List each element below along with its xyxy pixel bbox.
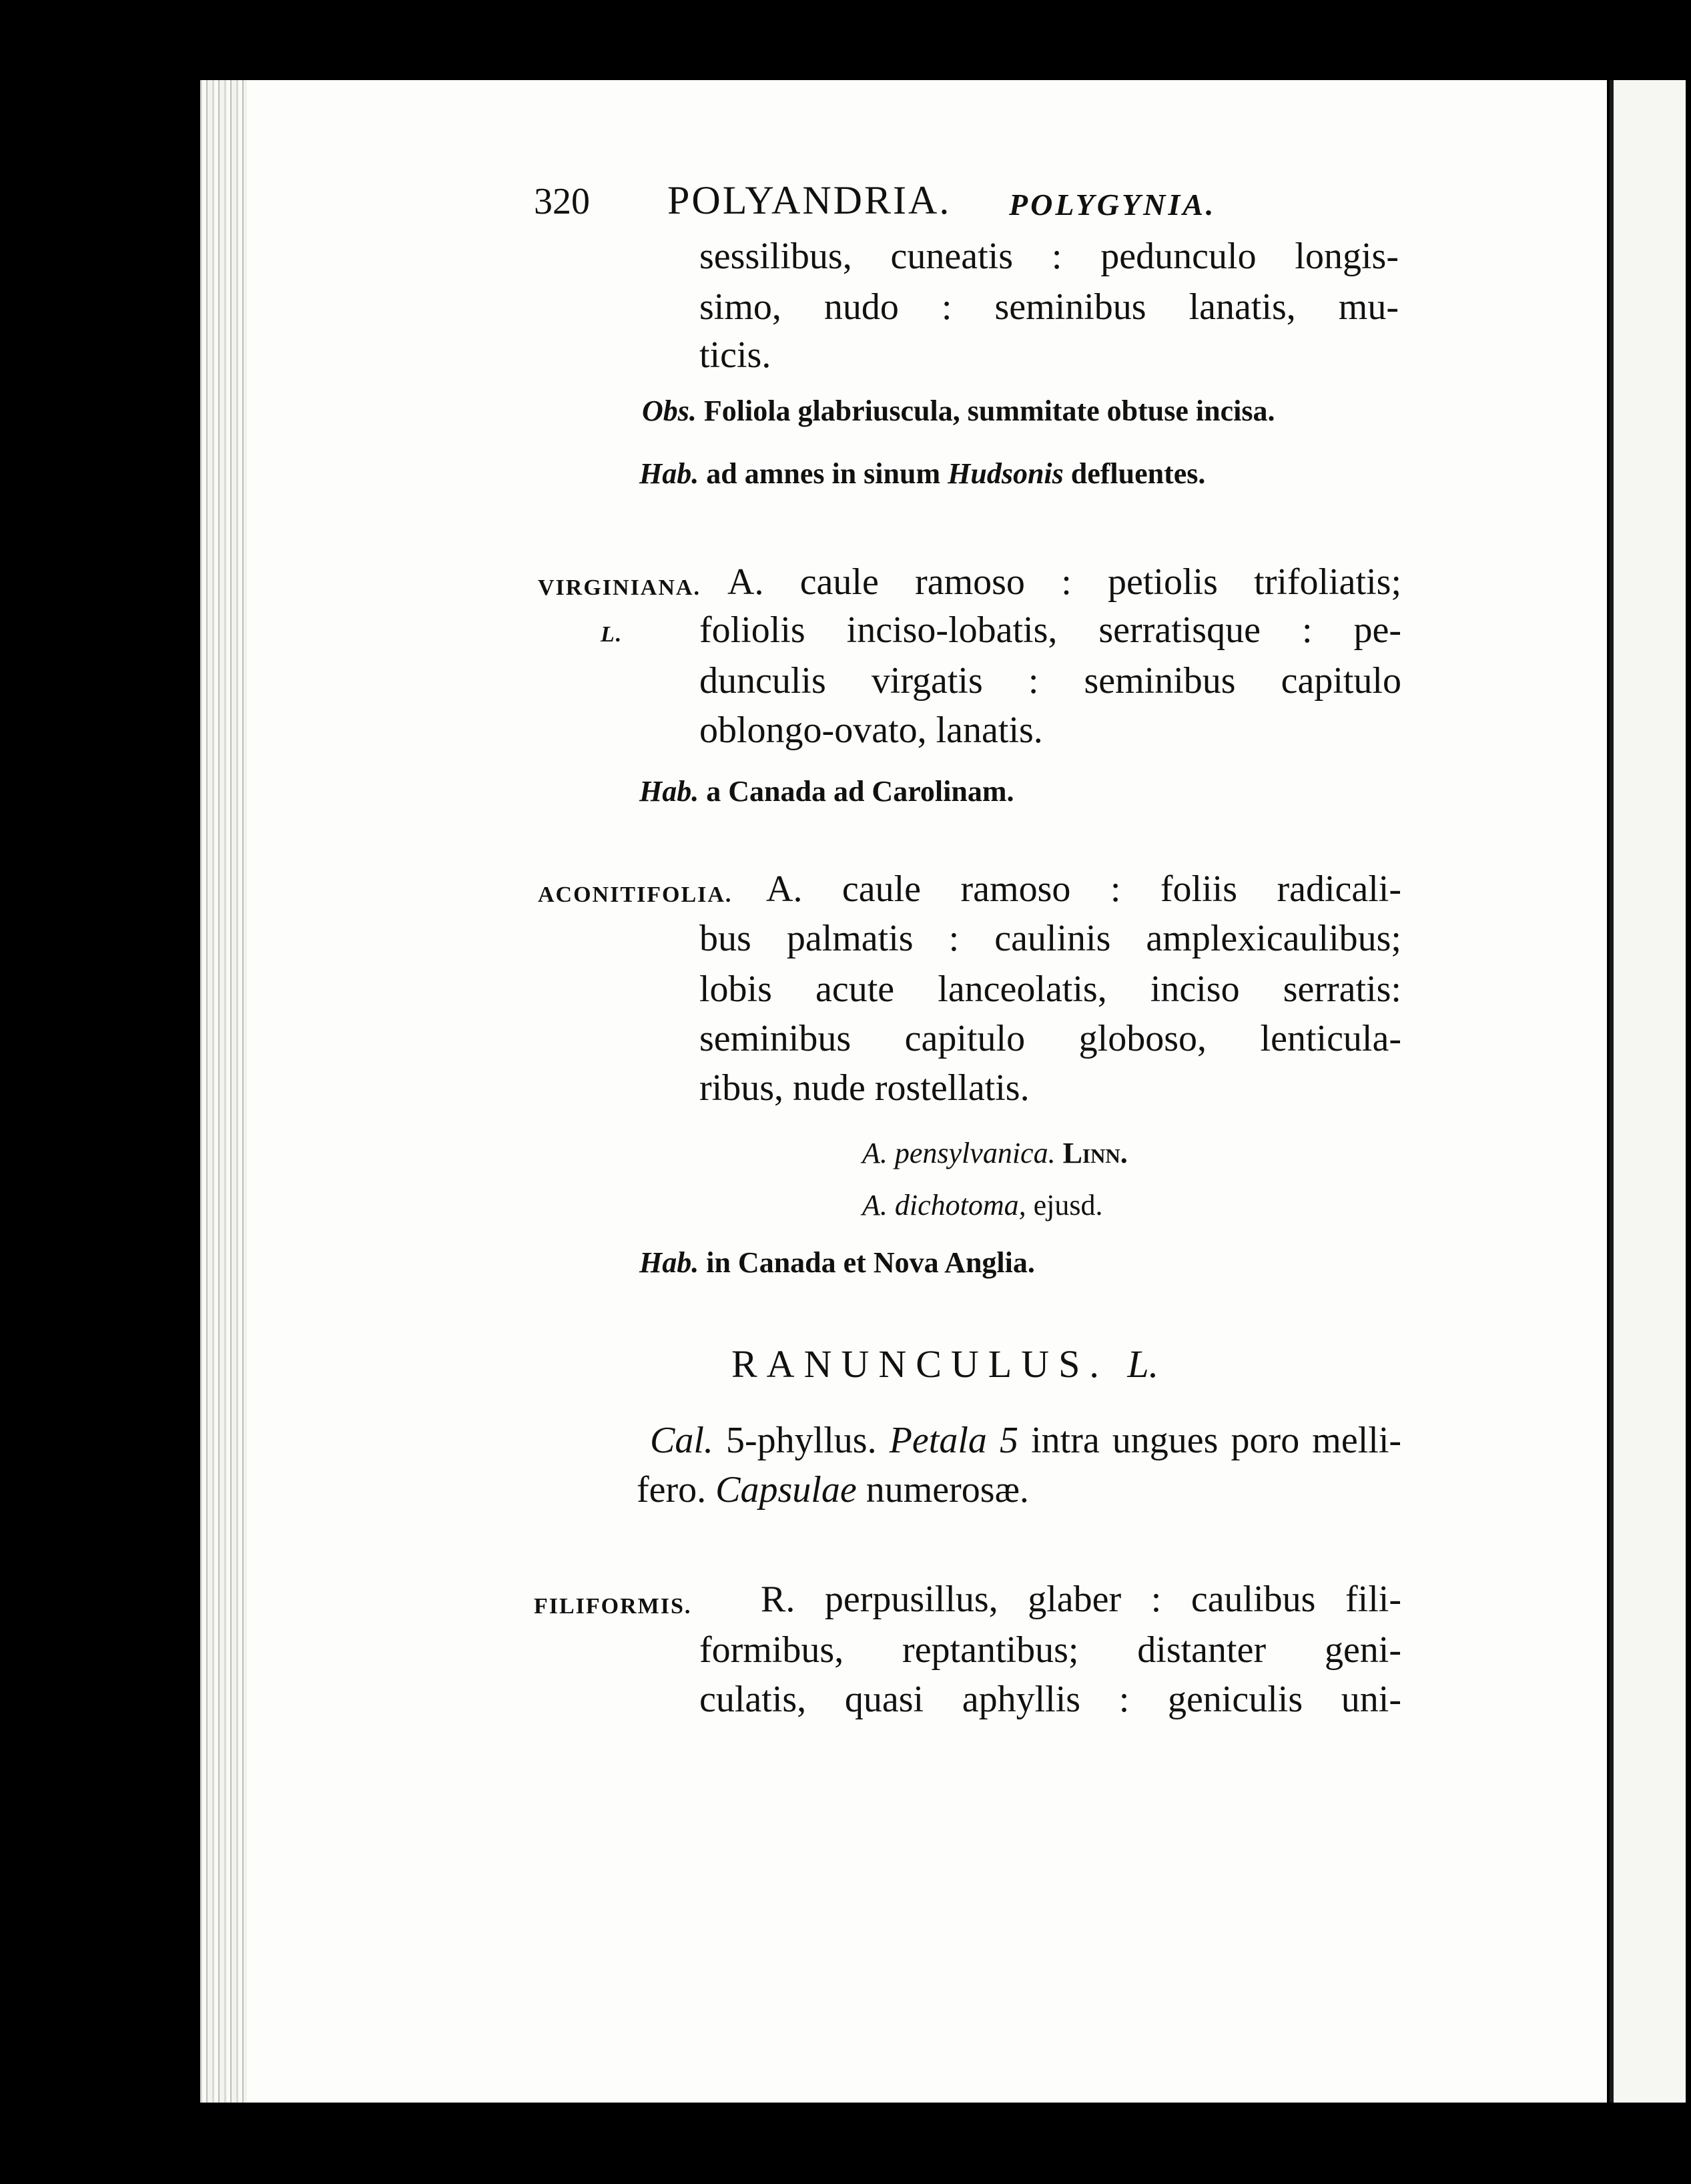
species-name: VIRGINIANA. (538, 575, 701, 600)
capsulae-label: Capsulae (715, 1469, 857, 1511)
genus-heading (731, 1342, 1158, 1386)
cal-text: 5-phyllus. (726, 1420, 877, 1461)
habitat-note (639, 774, 1014, 808)
synonym-name: A. pensylvanica. (862, 1137, 1056, 1169)
capsulae-text: numerosæ. (866, 1469, 1029, 1511)
text-line: foliolis inciso-lobatis, serratisque : pe- (699, 609, 1401, 651)
text-line: oblongo-ovato, lanatis. (699, 710, 1043, 751)
hab-label: Hab. (639, 457, 699, 490)
synonym (862, 1188, 1103, 1222)
petala-text: intra ungues poro melli- (1031, 1420, 1402, 1461)
text-line: lobis acute lanceolatis, inciso serratis: (699, 969, 1401, 1010)
text-line: sessilibus, cuneatis : pedunculo longis- (699, 236, 1399, 277)
genus-text: fero. (637, 1469, 707, 1511)
synonym-authority: Linn. (1062, 1137, 1128, 1169)
text-line: dunculis virgatis : seminibus capitulo (699, 660, 1401, 702)
text-line: seminibus capitulo globoso, lenticula- (699, 1018, 1401, 1059)
order-title: POLYGYNIA. (1009, 188, 1217, 222)
hab-text: ad amnes in sinum (706, 457, 941, 490)
species-name: FILIFORMIS. (534, 1594, 692, 1619)
text-line: R. perpusillus, glaber : caulibus fili- (761, 1579, 1401, 1620)
hab-text: defluentes. (1070, 457, 1206, 490)
synonym (862, 1136, 1128, 1170)
text-line: bus palmatis : caulinis amplexicaulibus; (699, 918, 1401, 959)
hab-text: a Canada ad Carolinam. (706, 775, 1014, 808)
genus-authority: L. (1127, 1342, 1159, 1386)
hab-text: in Canada et Nova Anglia. (706, 1246, 1035, 1279)
synonym-authority: ejusd. (1033, 1189, 1103, 1221)
text-line: simo, nudo : seminibus lanatis, mu- (699, 286, 1399, 328)
synonym-name: A. dichotoma, (862, 1189, 1026, 1221)
hab-label: Hab. (639, 775, 699, 808)
text-line: A. caule ramoso : foliis radicali- (766, 868, 1401, 910)
species-authority: L. (601, 622, 623, 647)
cal-label: Cal. (650, 1420, 713, 1461)
genus-character (650, 1419, 1401, 1462)
text-line: formibus, reptantibus; distanter geni- (699, 1629, 1401, 1671)
habitat-note (639, 1246, 1035, 1280)
petala-label: Petala 5 (889, 1420, 1018, 1461)
genus-name: RANUNCULUS. (731, 1342, 1108, 1386)
genus-character (637, 1468, 1029, 1511)
text-line: A. caule ramoso : petiolis trifoliatis; (727, 561, 1401, 603)
obs-label: Obs. (642, 394, 697, 427)
hab-place: Hudsonis (948, 457, 1064, 490)
habitat-note (639, 457, 1205, 491)
text-line: ticis. (699, 334, 771, 376)
obs-note (642, 394, 1275, 428)
text-line: culatis, quasi aphyllis : geniculis uni- (699, 1679, 1401, 1720)
class-title: POLYANDRIA. (667, 178, 952, 222)
species-name: ACONITIFOLIA. (538, 882, 733, 907)
text-line: ribus, nude rostellatis. (699, 1067, 1030, 1109)
obs-text: Foliola glabriuscula, summitate obtuse incisa. (703, 394, 1275, 427)
hab-label: Hab. (639, 1246, 699, 1279)
page-number: 320 (534, 181, 590, 222)
